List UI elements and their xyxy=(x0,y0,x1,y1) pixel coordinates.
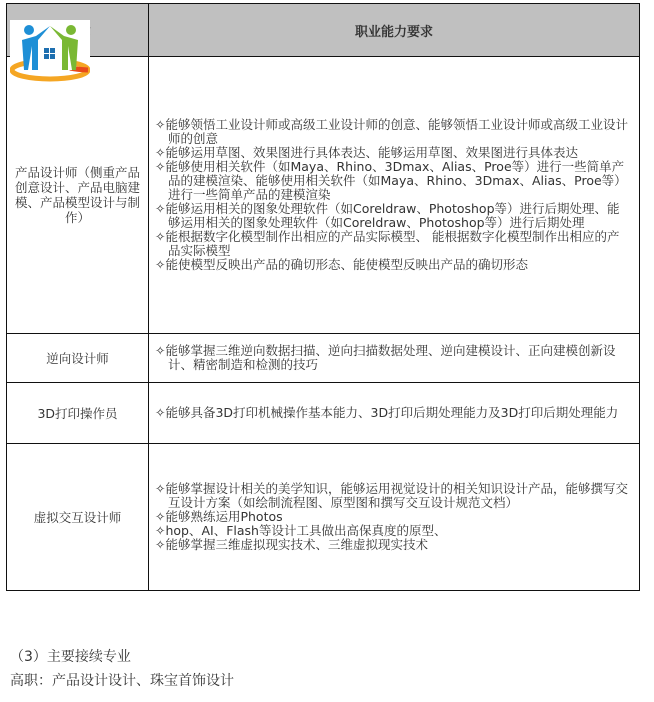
requirement-item: ✧能够掌握三维逆向数据扫描、逆向扫描数据处理、逆向建模设计、正向建模创新设计、精密制造和检测的技巧 xyxy=(155,343,616,372)
row-requirements xyxy=(149,57,640,334)
table-row xyxy=(7,383,640,444)
row-name: 产品设计师（侧重产品创意设计、产品电脑建模、产品模型设计与制作） xyxy=(7,57,149,334)
requirement-item: ✧能够运用相关的图象处理软件（如Coreldraw、Photoshop等）进行后期处理、能够运用相关的图象处理软件（如Coreldraw、Photoshop等）进行后期处理 xyxy=(155,201,620,230)
header-requirements: 职业能力要求 xyxy=(149,4,640,57)
requirement-item: ✧能够领悟工业设计师或高级工业设计师的创意、能够领悟工业设计师或高级工业设计师的创意 xyxy=(155,117,628,146)
house-family-icon xyxy=(10,20,90,82)
table-header-row xyxy=(7,4,640,57)
section-title: （3）主要接续专业 xyxy=(10,649,131,665)
requirement-item: ✧能够具备3D打印机械操作基本能力、3D打印后期处理能力及3D打印后期处理能力 xyxy=(155,405,619,420)
career-requirements-table xyxy=(6,3,640,591)
requirement-item: ✧能够掌握设计相关的美学知识，能够运用视觉设计的相关知识设计产品，能够撰写交互设计方案（如绘制流程图、原型图和撰写交互设计规范文档） xyxy=(155,481,628,510)
table-row xyxy=(7,57,640,334)
table-row xyxy=(7,334,640,383)
requirement-item: ✧能使模型反映出产品的确切形态、能使模型反映出产品的确切形态 xyxy=(155,257,528,272)
row-requirements xyxy=(149,444,640,591)
row-requirements xyxy=(149,334,640,383)
row-name: 3D打印操作员 xyxy=(7,383,149,444)
footer-line: 高职：产品设计设计、珠宝首饰设计 xyxy=(10,673,234,689)
row-name: 虚拟交互设计师 xyxy=(7,444,149,591)
requirement-item: ✧hop、AI、Flash等设计工具做出高保真度的原型、 xyxy=(155,523,447,538)
requirement-item: ✧能够掌握三维虚拟现实技术、三维虚拟现实技术 xyxy=(155,537,428,552)
row-name: 逆向设计师 xyxy=(7,334,149,383)
table-row xyxy=(7,444,640,591)
requirement-item: ✧能够熟练运用Photos xyxy=(155,509,283,524)
requirement-item: ✧能够运用草图、效果图进行具体表达、能够运用草图、效果图进行具体表达 xyxy=(155,145,578,160)
requirement-item: ✧能根据数字化模型制作出相应的产品实际模型、 能根据数字化模型制作出相应的产品实际模型 xyxy=(155,229,620,258)
row-requirements xyxy=(149,383,640,444)
requirement-item: ✧能够使用相关软件（如Maya、Rhino、3Dmax、Alias、Proe等）进行一些简单产品的建模渲染、能够使用相关软件（如Maya、Rhino、3Dmax、Alias、Proe等）进行一些简单产品的建模渲染 xyxy=(155,159,627,202)
